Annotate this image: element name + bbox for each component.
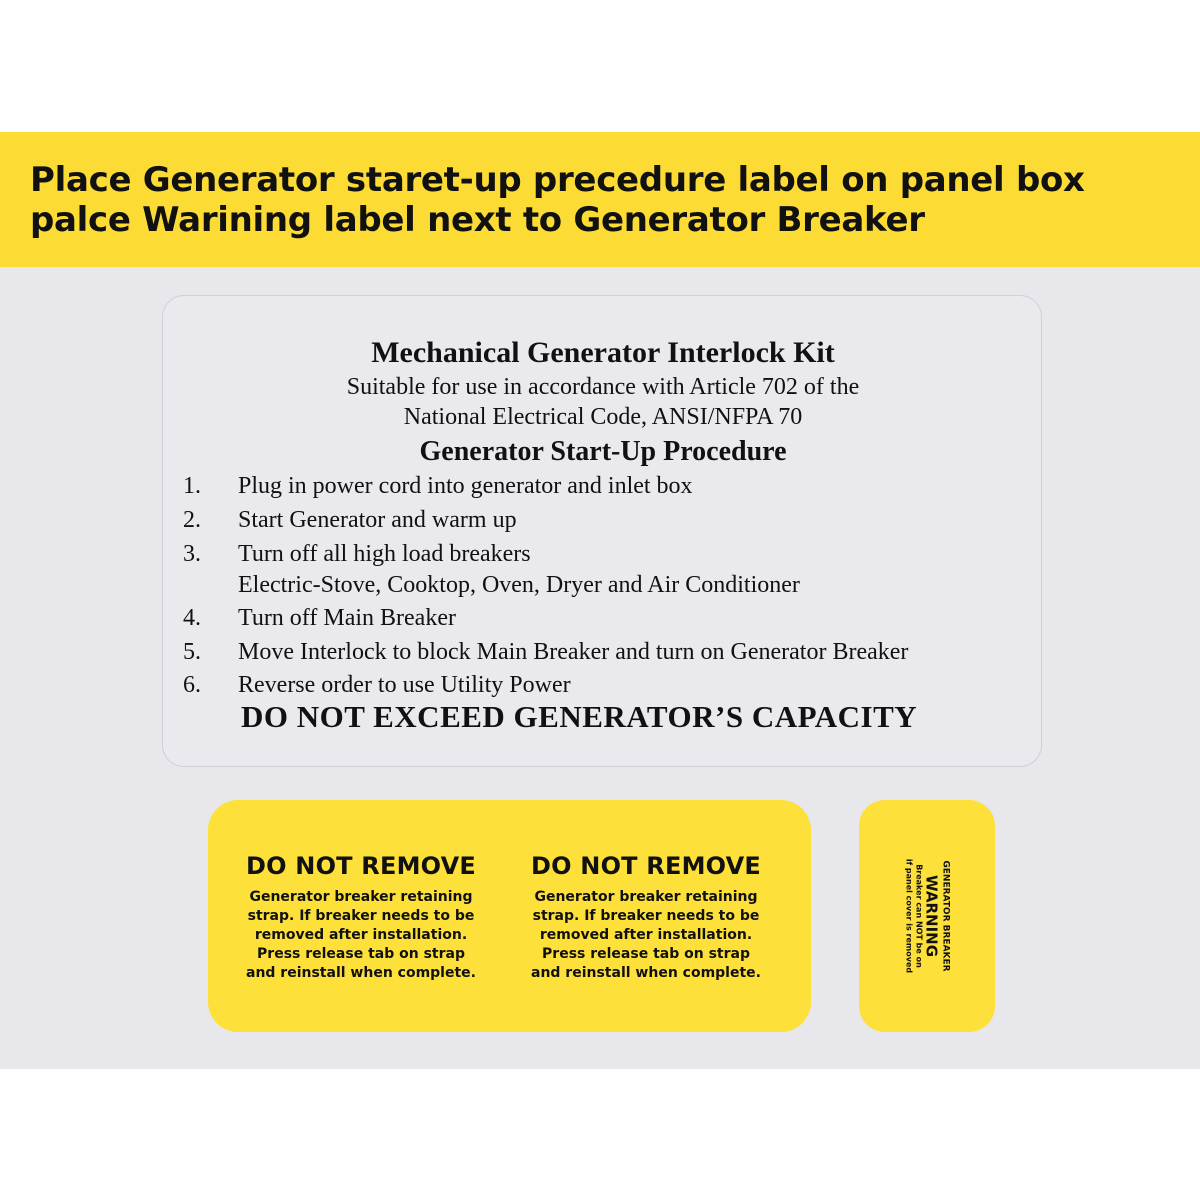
banner-line-2: palce Warining label next to Generator Breaker: [30, 200, 925, 240]
step-text: Reverse order to use Utility Power: [238, 672, 571, 698]
body-line: Generator breaker retaining: [249, 889, 473, 905]
step-number: 2.: [183, 507, 201, 533]
warning-line-4: if panel cover is removed: [904, 858, 914, 974]
rotated-warning: [904, 859, 951, 973]
breaker-warning-sticker: [859, 800, 995, 1032]
do-not-remove-label: [226, 852, 496, 983]
step-continuation: Electric-Stove, Cooktop, Oven, Dryer and Air Conditioner: [238, 572, 800, 598]
instruction-banner: [0, 132, 1200, 267]
body-line: Press release tab on strap: [542, 946, 750, 962]
step-text: Start Generator and warm up: [238, 507, 517, 533]
step-number: 3.: [183, 541, 201, 567]
label-sheet: [0, 267, 1200, 1069]
warning-line-2: WARNING: [922, 874, 941, 958]
body-line: Press release tab on strap: [257, 946, 465, 962]
body-line: and reinstall when complete.: [246, 965, 476, 981]
strap-label-sticker: [208, 800, 811, 1032]
kit-title: Mechanical Generator Interlock Kit: [371, 336, 835, 369]
do-not-remove-body: [226, 888, 496, 983]
body-line: removed after installation.: [254, 927, 468, 943]
procedure-label: [162, 295, 1042, 767]
banner-line-1: Place Generator staret-up precedure label on panel box: [30, 160, 1085, 200]
kit-subtitle-line-2: National Electrical Code, ANSI/NFPA 70: [403, 404, 803, 430]
step-text: Turn off all high load breakers: [238, 541, 531, 567]
step-text: Move Interlock to block Main Breaker and turn on Generator Breaker: [238, 639, 909, 665]
warning-line-3: Breaker can NOT be on: [914, 864, 924, 968]
body-line: strap. If breaker needs to be: [247, 908, 475, 924]
body-line: removed after installation.: [539, 927, 753, 943]
step-number: 6.: [183, 672, 201, 698]
step-number: 1.: [183, 473, 201, 499]
capacity-warning: DO NOT EXCEED GENERATOR’S CAPACITY: [241, 699, 918, 734]
body-line: Generator breaker retaining: [534, 889, 758, 905]
warning-line-1: GENERATOR BREAKER: [940, 860, 951, 972]
do-not-remove-label: [511, 852, 781, 983]
step-text: Plug in power cord into generator and inlet box: [238, 473, 693, 499]
step-number: 4.: [183, 605, 201, 631]
kit-subtitle-line-1: Suitable for use in accordance with Article 702 of the: [346, 374, 860, 400]
step-number: 5.: [183, 639, 201, 665]
do-not-remove-heading: DO NOT REMOVE: [531, 852, 761, 880]
do-not-remove-heading: DO NOT REMOVE: [246, 852, 476, 880]
body-line: strap. If breaker needs to be: [532, 908, 760, 924]
step-text: Turn off Main Breaker: [238, 605, 456, 631]
body-line: and reinstall when complete.: [531, 965, 761, 981]
procedure-heading: Generator Start-Up Procedure: [419, 436, 787, 467]
do-not-remove-body: [511, 888, 781, 983]
